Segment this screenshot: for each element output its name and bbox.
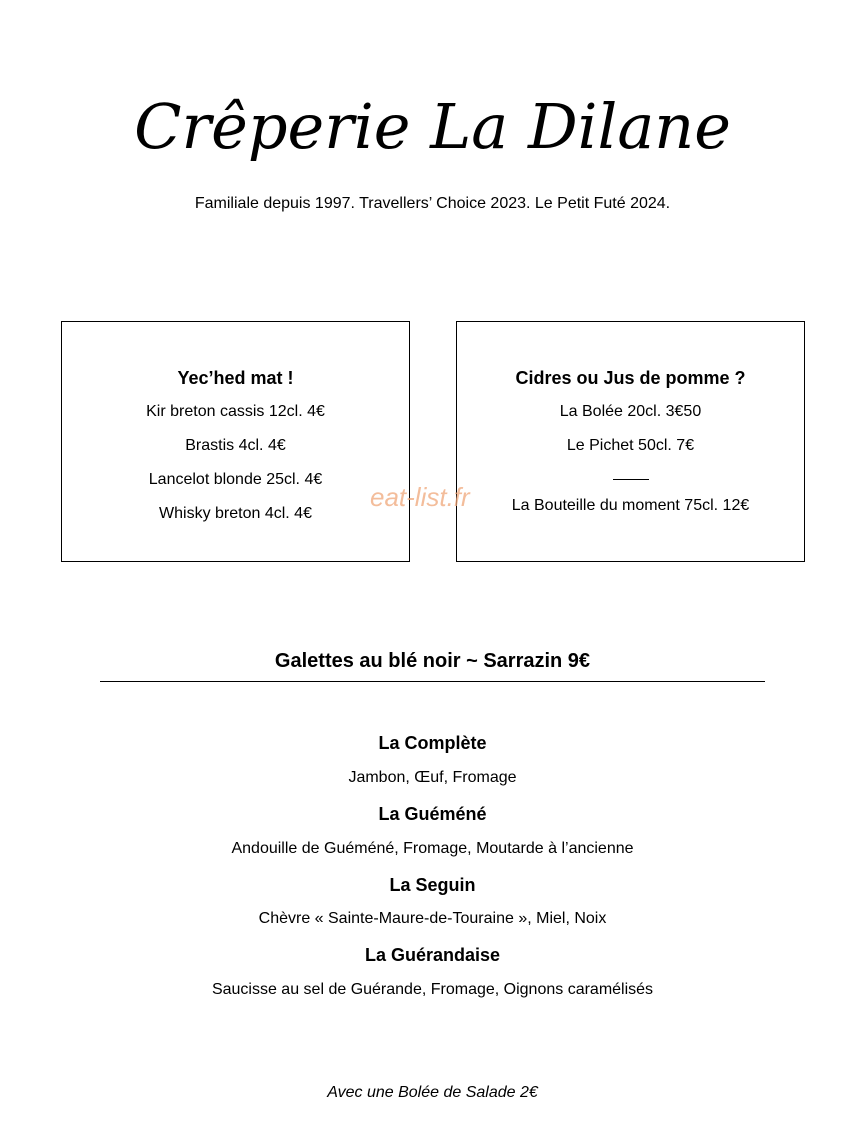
menu-item: Whisky breton 4cl. 4€ (159, 505, 312, 522)
restaurant-title: Crêperie La Dilane (134, 90, 731, 163)
ciders-title: Cidres ou Jus de pomme ? (515, 368, 746, 388)
divider (613, 479, 649, 480)
menu-item: Brastis 4cl. 4€ (185, 437, 286, 454)
dish-name: La Guéméné (378, 804, 487, 824)
galettes-section-title: Galettes au blé noir ~ Sarrazin 9€ (274, 650, 591, 672)
dish-name: La Seguin (389, 875, 476, 895)
dish-name: La Complète (378, 733, 487, 753)
menu-item: La Bouteille du moment 75cl. 12€ (511, 497, 750, 514)
side-salad-note: Avec une Bolée de Salade 2€ (327, 1084, 538, 1101)
watermark: eat-list.fr (370, 482, 470, 512)
tagline: Familiale depuis 1997. Travellers’ Choice 2023. Le Petit Futé 2024. (194, 195, 671, 212)
dish-name: La Guérandaise (364, 945, 501, 965)
menu-item: Kir breton cassis 12cl. 4€ (146, 403, 325, 420)
menu-item: Lancelot blonde 25cl. 4€ (148, 471, 323, 488)
dish-description: Andouille de Guéméné, Fromage, Moutarde à l’ancienne (231, 840, 634, 857)
dish-description: Jambon, Œuf, Fromage (348, 769, 517, 786)
menu-item: La Bolée 20cl. 3€50 (559, 403, 702, 420)
aperitifs-box (61, 321, 410, 562)
dish-description: Chèvre « Sainte-Maure-de-Touraine », Miel, Noix (258, 910, 607, 927)
dish-description: Saucisse au sel de Guérande, Fromage, Oignons caramélisés (211, 981, 654, 998)
aperitifs-title: Yec’hed mat ! (177, 368, 294, 388)
section-divider (100, 681, 765, 682)
menu-item: Le Pichet 50cl. 7€ (566, 437, 695, 454)
ciders-box (456, 321, 805, 562)
